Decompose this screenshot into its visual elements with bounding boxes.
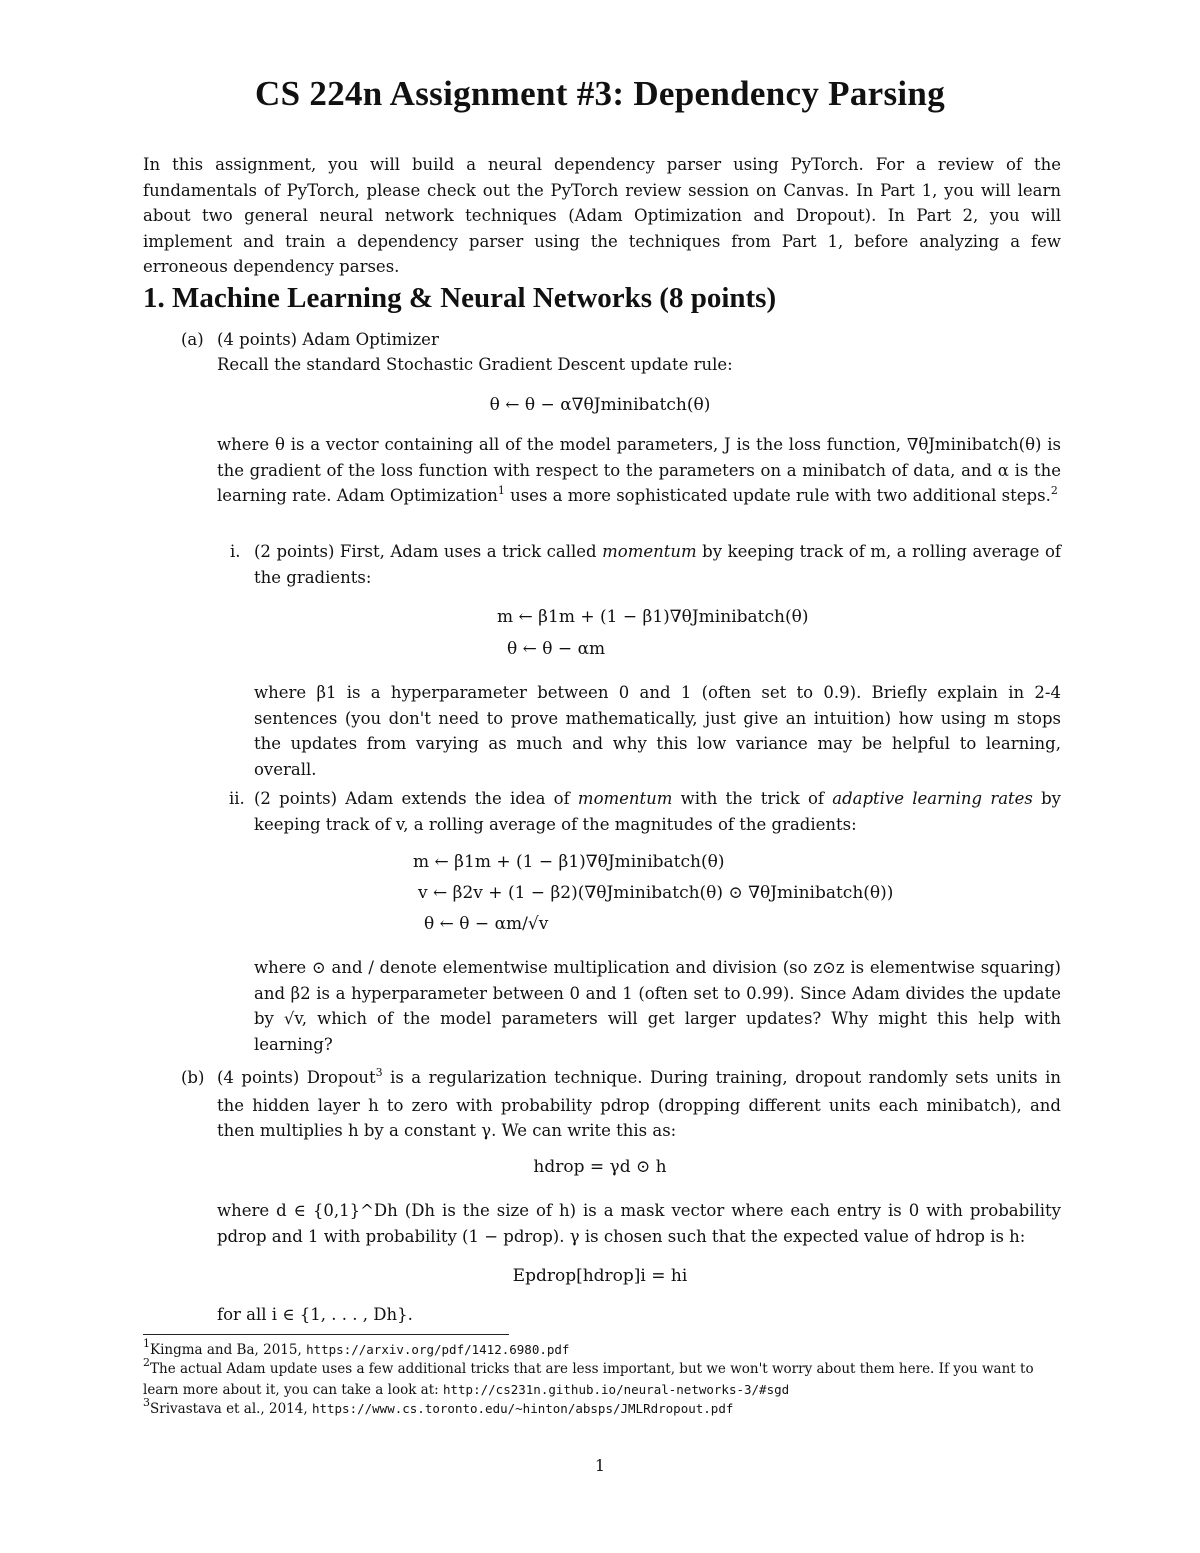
adam-theta-equation: θ ← θ − αm/√v <box>424 914 549 934</box>
expectation-equation: Epdrop[hdrop]i = hi <box>512 1266 688 1286</box>
part-a-description <box>217 432 1061 511</box>
sgd-equation: θ ← θ − α∇θJminibatch(θ) <box>489 395 711 415</box>
sub-i-marker: i. <box>230 542 241 561</box>
footnote-3-mark: 3 <box>143 1396 150 1409</box>
footnote-ref-3[interactable]: 3 <box>375 1066 383 1079</box>
sub-i-text-pre: (2 points) First, Adam uses a trick called <box>254 542 603 561</box>
part-b-text-pre: (4 points) Dropout <box>217 1068 376 1087</box>
adam-v-equation: v ← β2v + (1 − β2)(∇θJminibatch(θ) ⊙ ∇θJminibatch(θ)) <box>418 883 894 903</box>
sub-ii-text-pre: (2 points) Adam extends the idea of <box>254 789 578 808</box>
section-1-heading: 1. Machine Learning & Neural Networks (8 points) <box>143 282 777 314</box>
intro-paragraph: In this assignment, you will build a neural dependency parser using PyTorch. For a review of the fundamentals of PyTorch, please check out the PyTorch review session on Canvas. In Part 1, you will learn about two general neural network techniques (Adam Optimization and Dropout). In Part 2, you will implement and train a dependency parser using the techniques from Part 1, before analyzing a few erroneous dependency parses. <box>143 155 1061 276</box>
part-b-text-post: is a regularization technique. During training, dropout randomly sets units in the hidden layer h to zero with probability pdrop (dropping different units each minibatch), and then multiplies h by a constant γ. We can write this as: <box>217 1068 1062 1140</box>
footnote-3-text: Srivastava et al., 2014, <box>150 1401 312 1417</box>
footnote-ref-2[interactable]: 2 <box>1050 484 1058 497</box>
sub-i-momentum: momentum <box>602 542 697 561</box>
momentum-m-equation: m ← β1m + (1 − β1)∇θJminibatch(θ) <box>497 607 809 627</box>
sub-ii-text-post: by keeping track of v, a rolling average of the magnitudes of the gradients: <box>254 789 1061 834</box>
footnote-1 <box>143 1337 1061 1361</box>
dropout-equation: hdrop = γd ⊙ h <box>533 1157 667 1177</box>
part-a-marker: (a) <box>181 330 204 349</box>
sub-ii-marker: ii. <box>229 789 245 808</box>
footnote-3 <box>143 1396 1061 1420</box>
sub-i-explain: where β1 is a hyperparameter between 0 and 1 (often set to 0.9). Briefly explain in 2-4 sentences (you don't need to prove mathematically, just give an intuition) how using m stops the updates from varying as much and why this low variance may be helpful to learning, overall. <box>254 683 1061 779</box>
adam-m-equation: m ← β1m + (1 − β1)∇θJminibatch(θ) <box>413 852 725 872</box>
sub-ii-text-mid: with the trick of <box>672 789 833 808</box>
footnote-2-link[interactable]: http://cs231n.github.io/neural-networks-3/#sgd <box>442 1382 790 1397</box>
footnote-2-mark: 2 <box>143 1356 150 1369</box>
footnote-1-link[interactable]: https://arxiv.org/pdf/1412.6980.pdf <box>306 1342 570 1357</box>
part-a-heading: (4 points) Adam Optimizer <box>217 330 439 349</box>
sub-ii-adaptive: adaptive learning rates <box>832 789 1033 808</box>
part-a-desc-1: where θ is a vector containing all of the model parameters, J is the loss function, ∇θJminibatch(θ) is the gradient of the loss function with respect to the parameters on a minibatch of data, and α is the learning rate. Adam Optimization <box>217 435 1061 505</box>
sub-ii-momentum: momentum <box>577 789 673 808</box>
part-a-lead: Recall the standard Stochastic Gradient Descent update rule: <box>217 355 733 374</box>
footnote-ref-1[interactable]: 1 <box>497 484 505 497</box>
footnote-3-link[interactable]: https://www.cs.toronto.edu/~hinton/absps/JMLRdropout.pdf <box>311 1401 734 1416</box>
footnote-rule <box>143 1334 509 1335</box>
footnote-1-text: Kingma and Ba, 2015, <box>150 1342 307 1358</box>
sub-ii-explain: where ⊙ and / denote elementwise multiplication and division (so z⊙z is elementwise squaring) and β2 is a hyperparameter between 0 and 1 (often set to 0.99). Since Adam divides the update by √v, which of the model parameters will get larger updates? Why might this help with learning? <box>254 958 1061 1054</box>
part-b-text <box>217 1065 1061 1144</box>
sub-i-text-post: by keeping track of m, a rolling average of the gradients: <box>254 542 1062 587</box>
page-number: 1 <box>594 1456 606 1475</box>
momentum-theta-equation: θ ← θ − αm <box>507 639 606 659</box>
part-b-forall: for all i ∈ {1, . . . , Dh}. <box>217 1305 413 1324</box>
part-b-explain: where d ∈ {0,1}^Dh (Dh is the size of h) is a mask vector where each entry is 0 with probability pdrop and 1 with probability (1 − pdrop). γ is chosen such that the expected value of hdrop is h: <box>217 1201 1061 1246</box>
footnote-2-text: The actual Adam update uses a few additional tricks that are less important, but we won't worry about them here. If you want to learn more about it, you can take a look at: <box>143 1361 1034 1398</box>
part-b-marker: (b) <box>181 1068 205 1087</box>
document-title: CS 224n Assignment #3: Dependency Parsing <box>255 74 945 113</box>
footnote-1-mark: 1 <box>143 1337 150 1350</box>
sub-i-text <box>254 539 1061 590</box>
sub-ii-text <box>254 786 1061 837</box>
footnote-2 <box>143 1356 1061 1400</box>
part-a-desc-2: uses a more sophisticated update rule with two additional steps. <box>504 486 1051 505</box>
